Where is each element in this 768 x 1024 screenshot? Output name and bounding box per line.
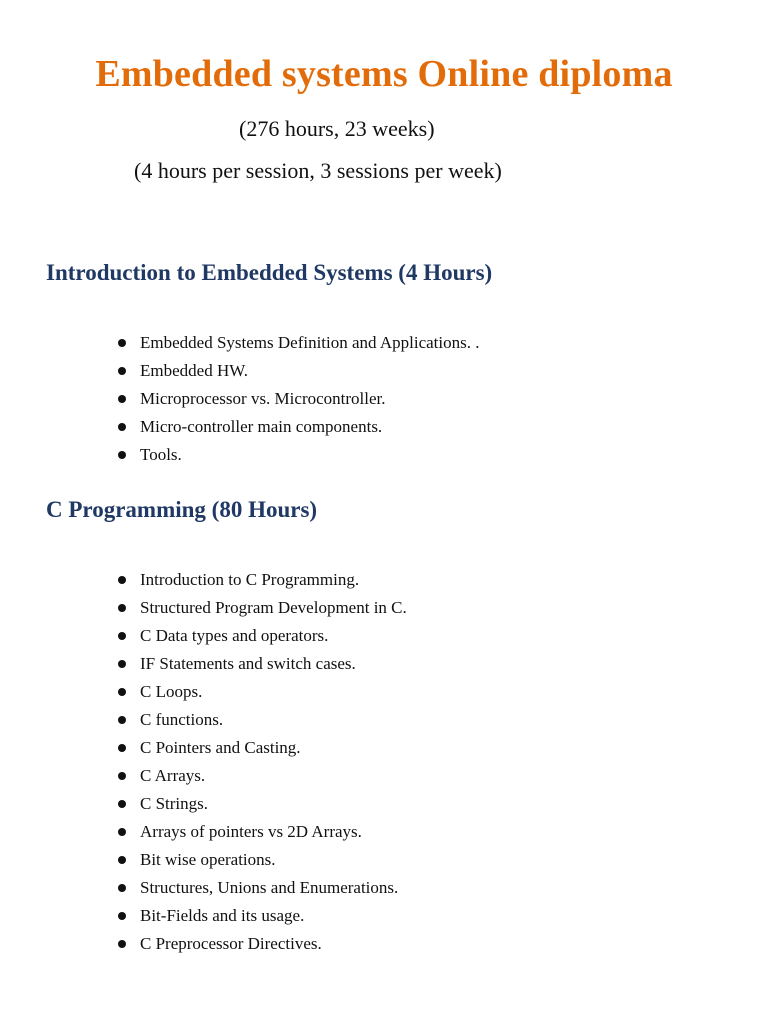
bullet-icon [118, 856, 126, 864]
list-item [118, 650, 407, 678]
list-item-text: C Arrays. [140, 766, 206, 785]
document-subtitle-duration: (276 hours, 23 weeks) [239, 116, 435, 141]
list-item [118, 930, 407, 958]
list-item-text: Arrays of pointers vs 2D Arrays. [140, 822, 362, 841]
bullet-icon [118, 800, 126, 808]
bullet-icon [118, 423, 126, 431]
bullet-icon [118, 660, 126, 668]
bullet-icon [118, 451, 126, 459]
list-item [118, 385, 480, 413]
document-title: Embedded systems Online diploma [95, 53, 673, 95]
bullet-icon [118, 367, 126, 375]
bullet-icon [118, 576, 126, 584]
bullet-icon [118, 395, 126, 403]
list-item [118, 874, 407, 902]
list-item-text: C Pointers and Casting. [140, 738, 301, 757]
list-item [118, 762, 407, 790]
list-item-text: Tools. [140, 445, 182, 464]
bullet-icon [118, 716, 126, 724]
section-heading-c-programming: C Programming (80 Hours) [46, 497, 318, 522]
bullet-icon [118, 744, 126, 752]
bullet-icon [118, 828, 126, 836]
bullet-icon [118, 632, 126, 640]
list-item [118, 706, 407, 734]
list-item [118, 413, 480, 441]
section-heading-intro-embedded: Introduction to Embedded Systems (4 Hours) [46, 260, 493, 285]
list-item-text: IF Statements and switch cases. [140, 654, 356, 673]
list-item-text: C Strings. [140, 794, 209, 813]
list-item [118, 329, 480, 357]
list-item-text: Structured Program Development in C. [140, 598, 407, 617]
list-item-text: C Preprocessor Directives. [140, 934, 322, 953]
list-item-text: C Data types and operators. [140, 626, 329, 645]
bullet-icon [118, 688, 126, 696]
list-item [118, 790, 407, 818]
list-item-text: Embedded Systems Definition and Applications. . [140, 333, 480, 352]
list-item [118, 678, 407, 706]
list-item [118, 566, 407, 594]
list-item-text: Embedded HW. [140, 361, 248, 380]
list-item-text: Bit wise operations. [140, 850, 276, 869]
list-item-text: Introduction to C Programming. [140, 570, 360, 589]
list-item-text: Micro-controller main components. [140, 417, 383, 436]
bullet-icon [118, 604, 126, 612]
list-item [118, 818, 407, 846]
list-item [118, 594, 407, 622]
bullet-icon [118, 940, 126, 948]
list-item-text: Structures, Unions and Enumerations. [140, 878, 399, 897]
list-item [118, 902, 407, 930]
bullet-icon [118, 339, 126, 347]
list-item-text: C Loops. [140, 682, 203, 701]
list-item-text: C functions. [140, 710, 224, 729]
document-subtitle-schedule: (4 hours per session, 3 sessions per week) [134, 158, 502, 183]
list-item-text: Microprocessor vs. Microcontroller. [140, 389, 386, 408]
list-item [118, 357, 480, 385]
list-item [118, 441, 480, 469]
list-item [118, 734, 407, 762]
topic-list-intro-embedded [118, 329, 480, 469]
list-item [118, 846, 407, 874]
bullet-icon [118, 884, 126, 892]
list-item-text: Bit-Fields and its usage. [140, 906, 305, 925]
topic-list-c-programming [118, 566, 407, 958]
list-item [118, 622, 407, 650]
bullet-icon [118, 772, 126, 780]
bullet-icon [118, 912, 126, 920]
